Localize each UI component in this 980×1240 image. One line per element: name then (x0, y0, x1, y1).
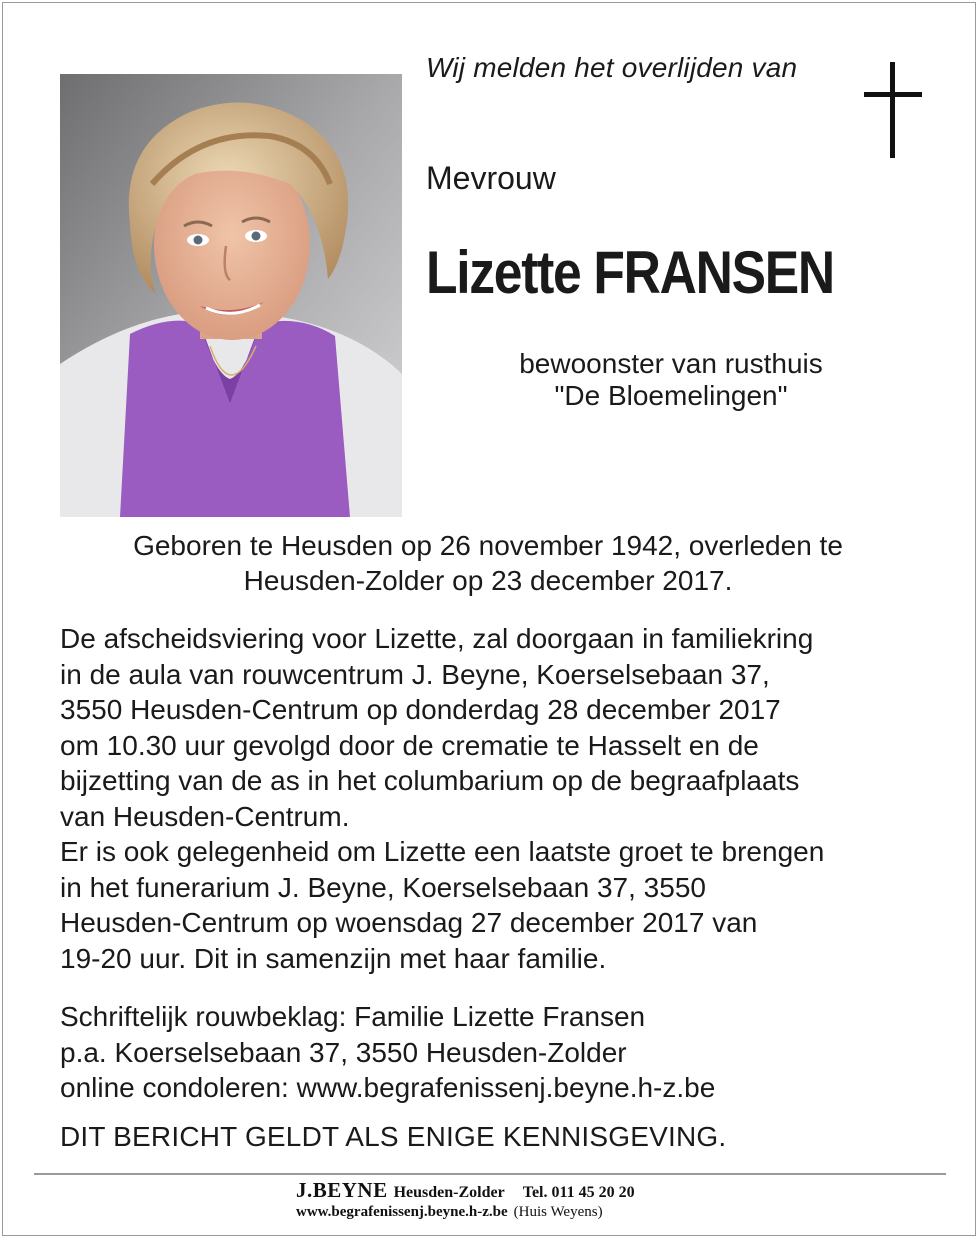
birth-death-info (40, 528, 936, 598)
residence-line: "De Bloemelingen" (554, 380, 788, 411)
ceremony-line: 3550 Heusden-Centrum op donderdag 28 december 2017 (60, 694, 781, 725)
birth-death-line: Heusden-Zolder op 23 december 2017. (243, 565, 733, 596)
funeral-home-phone: Tel. 011 45 20 20 (522, 1184, 635, 1201)
funeral-home-note: (Huis Weyens) (513, 1204, 603, 1220)
official-notice: DIT BERICHT GELDT ALS ENIGE KENNISGEVING. (60, 1121, 727, 1152)
condolence-line: p.a. Koerselsebaan 37, 3550 Heusden-Zolder (60, 1036, 627, 1068)
funeral-home-city: Heusden-Zolder (393, 1184, 505, 1201)
ceremony-line: om 10.30 uur gevolgd door de crematie te Hasselt en de (60, 729, 759, 761)
condolence-link[interactable]: online condoleren: www.begrafenissenj.beyne.h-z.be (60, 1072, 716, 1103)
portrait-photo (60, 74, 402, 517)
ceremony-line: 19-20 uur. Dit in samenzijn met haar familie. (60, 942, 607, 974)
announcement-intro: Wij melden het overlijden van (426, 52, 798, 83)
deceased-title: Mevrouw (426, 160, 556, 196)
funeral-home-footer (296, 1180, 716, 1221)
birth-death-line: Geboren te Heusden op 26 november 1942, overleden te (133, 530, 843, 561)
footer-divider (34, 1173, 946, 1175)
funeral-home-website[interactable]: www.begrafenissenj.beyne.h-z.be (296, 1204, 508, 1220)
ceremony-line: Er is ook gelegenheid om Lizette een laatste groet te brengen (60, 836, 825, 867)
funeral-home-logo: J.BEYNE (296, 1178, 388, 1202)
cross-icon (864, 62, 922, 158)
condolence-info (60, 999, 960, 1106)
deceased-name: Lizette FRANSEN (426, 239, 834, 306)
ceremony-line: De afscheidsviering voor Lizette, zal doorgaan in familiekring (60, 623, 814, 654)
ceremony-line: van Heusden-Centrum. (60, 800, 350, 832)
ceremony-line: Heusden-Centrum op woensdag 27 december 2017 van (60, 907, 758, 938)
residence-line: bewoonster van rusthuis (519, 348, 823, 379)
residence-info (466, 348, 876, 412)
ceremony-line: in het funerarium J. Beyne, Koerselsebaan 37, 3550 (60, 871, 706, 903)
ceremony-details (60, 621, 960, 976)
condolence-line: Schriftelijk rouwbeklag: Familie Lizette Fransen (60, 1001, 646, 1032)
ceremony-line: in de aula van rouwcentrum J. Beyne, Koerselsebaan 37, (60, 658, 770, 690)
ceremony-line: bijzetting van de as in het columbarium op de begraafplaats (60, 765, 800, 796)
